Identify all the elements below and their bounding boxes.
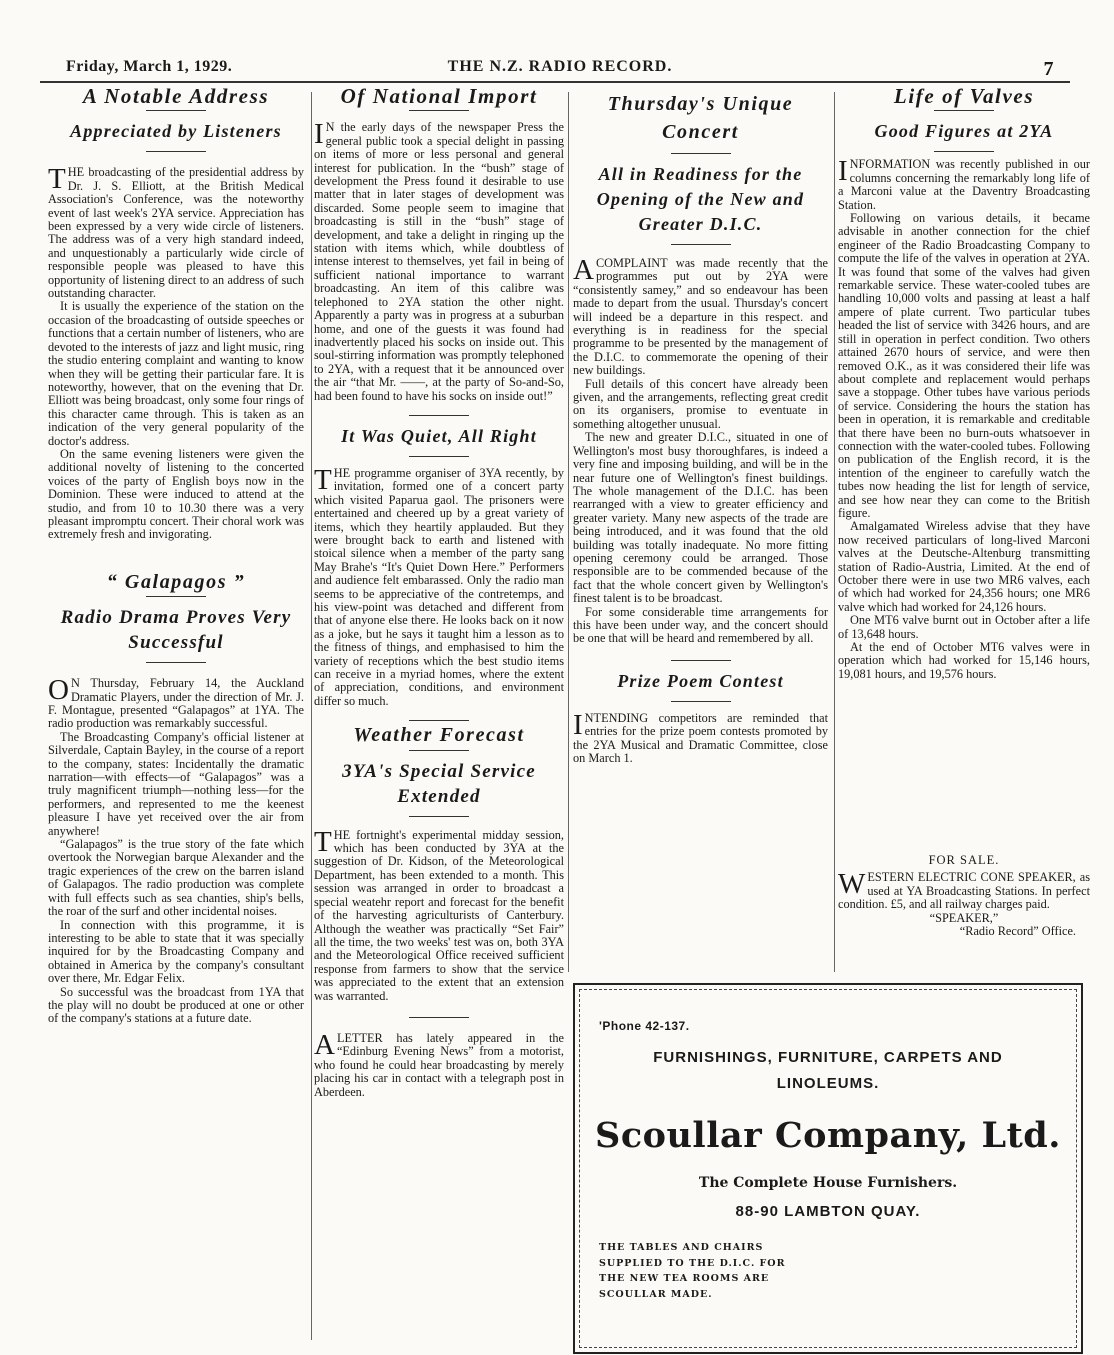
article-title: It Was Quiet, All Right [341,425,537,446]
paragraph: “Galapagos” is the true story of the fate which overtook the Norwegian barque Alexander and the tragic experiences of the crew on the barren island of Galapagos. The radio production was complete with full effects such as sea chanties, ship's bells, the roar of the surf and other incidental noises. [48,837,304,919]
paragraph: I N the early days of the newspaper Press the general public took a special delight in passing on items of more or less personal and general interest for publication. In the “bush” stage of development the Press found it desirable to use matter that in later stages of development was discarded. Some people seem to imagine that broadcasting is still in the “bush” stage of development, and take a delight in ringing up the station with items which, while doubtless of intense interest to themselves, yet fail in being of sufficient national importance to warrant broadcasting. An item of this calibre was telephoned to 2YA station the other night. Apparently a party was in progress at a suburban home, and one of the guests it was found had inadvertently placed his socks on inside out. This soul-stirring information was promptly telephoned to 2YA, with a request that it be announced over the air “that Mr. ——, at the party of So-and-So, had been found to have his socks on inside out!” [314,118,564,403]
drop-cap: I [838,155,848,188]
header-rule [40,81,1070,83]
paragraph: For some considerable time arrangements for this have been under way, and the concert should be one that will be heard and remembered by all. [573,604,828,646]
paragraph: ALETTER has lately appeared in the “Edinburg Evening News” from a motorist, who found he could hear broadcasting by merely placing his car in contact with a telegraph post in Aberdeen. [314,1028,564,1099]
column-2 [314,84,564,1099]
signature-office: “Radio Record” Office. [959,924,1076,939]
paragraph: The Broadcasting Company's official listener at Silverdale, Captain Bayley, in the course of a report to the company, states: Incidentally the dramatic narration—with effects—of “Galapagos” was a truly magnificent triumph—nothing less—for the performers, and represented to me the keenest pleasure I have yet received over the air from anywhere! [48,729,304,838]
separator [409,456,469,457]
article-subtitle: Good Figures at 2YA [874,121,1054,142]
separator [409,750,469,751]
column-divider [834,92,835,972]
column-divider [311,92,312,1340]
separator [409,720,469,721]
article-subtitle: Appreciated by Listeners [70,121,282,142]
signature-name: “SPEAKER,” [929,910,999,925]
publication-title: THE N.Z. RADIO RECORD. [447,58,673,75]
paragraph: Following on various details, it became advisable in another connection for the chief engineer of the Radio Broadcasting Company to compute the life of the valves in operation at 2YA. It was found that some of the valves had given remarkable service. These water-cooled tubes are handling 10,000 volts and passing at least a half ampere of plate current. Two particular tubes headed the list of service with 3426 hours, and are still in operation in perfect condition. Two others attained 2670 hours of service, and were then removed O.K., as it was considered their life was about complete and replacement would perhaps save a stoppage. Other tubes have various periods of service. Considering the hours the station has been in operation, it is remarkable and creditable that there have been no burn-outs whatsoever in connection with the water-cooled tubes. Following on publication of the English record, it is the intention of the engineer to carefully watch the tubes now heading the list for length of service, and see how near they can come to the British figure. [838,211,1090,520]
paragraph: One MT6 valve burnt out in October after a life of 13,648 hours. [838,613,1090,641]
separator [146,110,206,111]
separator [409,415,469,416]
ad-company-name: Scoullar Company, Ltd. [595,1115,1061,1156]
separator [671,153,731,154]
paragraph: In connection with this programme, it is interesting to be able to state that it was specially inquired for by the Broadcasting Company and obtained in America by the company's consultant over there, Mr. Edgar Felix. [48,917,304,986]
separator [934,151,994,152]
paragraph: THE broadcasting of the presidential address by Dr. J. S. Elliott, at the British Medical Association's Conference, was the noteworthy event of last week's 2YA service. Appreciation has been expressed by a very wide circle of listeners. The address was of a very high standard indeed, and unquestionably a particularly wide circle of responsible people was pleased to have this opportunity of listening direct to an address of such outstanding character. [48,163,304,301]
drop-cap: A [573,254,594,286]
ad-address: 88-90 LAMBTON QUAY. [735,1203,921,1220]
separator [409,816,469,817]
ad-line: LINOLEUMS. [776,1075,880,1092]
ad-phone: 'Phone 42-137. [599,1019,690,1033]
issue-date: Friday, March 1, 1929. [66,58,233,75]
paragraph: THE programme organiser of 3YA recently, by invitation, formed one of a concert party which visited Paparua gaol. The prisoners were entertained and cheered up by a great variety of items, which they heartily applauded. But they were brought back to earth and listened with stoical silence when a member of the party sang May Brahe's “It's Quiet Down Here.” Performers and audience felt embarassed. Only the radio man seems to be appreciative of the contretemps, and his view-point was detached and different from that of anyone else there. He looks back on it now as a joke, but he says it taught him a lesson as to the fitness of things, and emphasised to him the variety of receptions which the best studio items can receive in a myriad homes, where the extent of appreciation, conditions, and environment differ so much. [314,463,564,708]
paragraph: At the end of October MT6 valves were in operation which had worked for 15,146 hours, 19,081 hours, and 19,576 hours. [838,640,1090,681]
article-title: Prize Poem Contest [617,670,784,691]
separator [671,244,731,245]
paragraph: The new and greater D.I.C., situated in one of Wellington's most busy thoroughfares, is indeed a very fine and imposing building, and will be in the near future one of Wellington's finest buildings. The whole management of the D.I.C. has been rearranged with a view to greater efficiency and greater variety. Many new aspects of the trade are being introduced, and it was found that the old building was totally inadequate. No more fitting opening ceremony could be arranged. Those responsible are to be commended because of the fact that the whole concert given by Wellington's finest talent is to be broadcast. [573,430,828,606]
column-divider [568,92,569,972]
drop-cap: T [48,163,66,196]
article-subtitle: 3YA's Special Service Extended [342,760,536,807]
drop-cap: I [573,708,583,741]
drop-cap: W [838,868,866,901]
drop-cap: I [314,118,324,151]
drop-cap: T [314,463,332,496]
column-1 [48,84,304,1026]
separator [146,151,206,152]
paragraph: WESTERN ELECTRIC CONE SPEAKER, as used at YA Broadcasting Stations. In perfect condition. £5, and all railway charges paid. [838,868,1090,912]
paragraph: So successful was the broadcast from 1YA that the play will no doubt be produced at one or other of the company's stations at a future date. [48,984,304,1026]
drop-cap: A [314,1028,335,1061]
paragraph: INFORMATION was recently published in our columns concerning the remarkably long life of a Marconi value at the Daventry Broadcasting Station. [838,155,1090,212]
separator [934,110,994,111]
page-number: 7 [1043,58,1054,80]
for-sale-heading: FOR SALE. [928,853,1000,867]
paragraph: INTENDING competitors are reminded that entries for the prize poem contests promoted by the 2YA Musical and Dramatic Committee, close on March 1. [573,708,828,765]
separator [146,662,206,663]
article-title: A Notable Address [82,84,270,108]
separator [409,110,469,111]
paragraph: Amalgamated Wireless advise that they have now received particulars of long-lived Marconi valves at the Deutsche-Altenburg transmitting station of Radio-Austria, Limited. At the end of October there were in use two MR6 valves, each of which had worked for 24,356 hours; one MR6 valve which had worked for 24,126 hours. [838,519,1090,614]
paragraph: THE fortnight's experimental midday session, which has been conducted by 3YA at the suggestion of Dr. Kidson, of the Meteorological Department, has been extended to a month. This session was arranged in order to broadcast a special weatehr report and forecast for the benefit of the harvesting agriculturists of Canterbury. Although the weather was practically “Set Fair” all the time, the two weeks' test was on, both 3YA and the Meteorological Office received sufficient response from farmers to show that the service was appreciated to the extent that an extension was warranted. [314,825,564,1003]
article-title: Of National Import [340,84,538,108]
column-3 [573,90,828,765]
article-subtitle: All in Readiness for the Opening of the New and Greater D.I.C. [596,164,805,234]
ad-note: THE TABLES AND CHAIRS SUPPLIED TO THE D.I.C. FOR THE NEW TEA ROOMS ARE SCOULLAR MADE. [599,1242,786,1300]
paragraph: Full details of this concert have already been given, and the arrangements, reflecting great credit on its organisers, promise to eventuate in something altogether unusual. [573,376,828,431]
paragraph: On the same evening listeners were given the additional novelty of listening to the concerted voices of the party of English boys now in the Dominion. These were induced to attend at the studio, and from 10 to 10.30 there was a very pleasant impromptu concert. Their choral work was extremely fresh and invigorating. [48,446,304,542]
page-header [66,58,1054,80]
separator [146,596,206,597]
column-4 [838,84,1090,681]
ad-tagline: The Complete House Furnishers. [698,1175,958,1191]
article-title: Life of Valves [893,84,1035,108]
paragraph: O N Thursday, February 14, the Auckland Dramatic Players, under the direction of Mr. J. F. Montague, presented “Galapagos” at 1YA. The radio production was remarkably successful. [48,674,304,731]
paragraph: ACOMPLAINT was made recently that the programmes put out by 2YA were “consistently samey,” and so endeavour has been made to depart from the usual. Thursday's concert will indeed be a departure in this respect. and everything is in readiness for the special programme to be presented by the management of the D.I.C. to commemorate the opening of their new buildings. [573,254,828,378]
article-subtitle: Radio Drama Proves Very Successful [60,607,292,654]
drop-cap: O [48,674,69,707]
paragraph: It is usually the experience of the station on the occasion of the broadcasting of outside speeches or functions that a certain number of listeners, who are devoted to the interests of jazz and light music, ring the studio entering complaint and wanting to know when they will be getting their particular fare. It is noteworthy, however, that on the evening that Dr. Elliott was being broadcast, only some four rings of this character came through. This is taken as an indication of the very general popularity of the doctor's address. [48,299,304,448]
article-title: “ Galapagos ” [106,570,246,593]
separator [671,701,731,702]
separator [409,1017,469,1018]
for-sale-notice [838,854,1090,938]
article-title: Thursday's Unique Concert [607,93,794,143]
drop-cap: T [314,825,332,858]
article-title: Weather Forecast [353,724,525,747]
ad-line: FURNISHINGS, FURNITURE, CARPETS AND [653,1049,1003,1066]
scoullar-advertisement [573,983,1083,1354]
separator [671,660,731,661]
